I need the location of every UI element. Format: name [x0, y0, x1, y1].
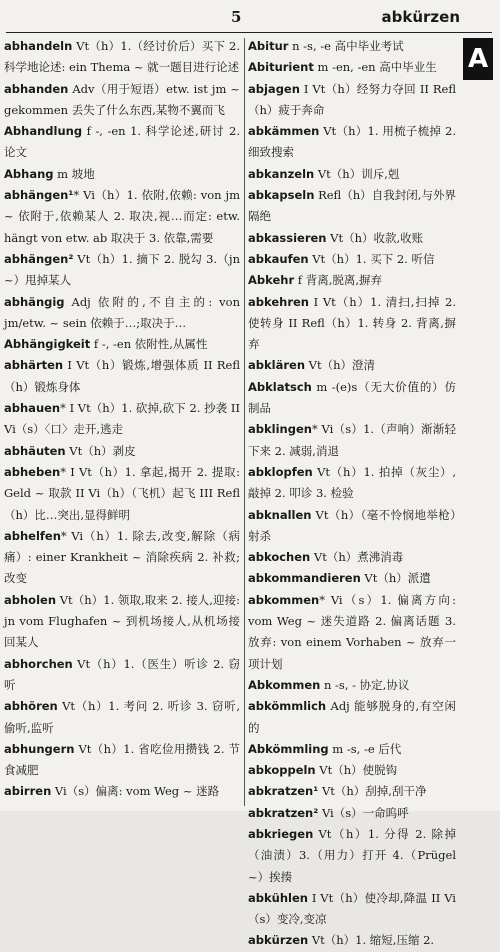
entry-definition: Vt（h）1. 分得 2. 除掉（油渍）3.（用力）打开 4.（Prügel ~）挨揍 [248, 826, 456, 884]
page-number: 5 [231, 8, 242, 26]
entry-definition: * I Vt（h）1. 拿起,揭开 2. 提取: Geld ~ 取款 II Vi（h）（飞机）起飞 III Refl（h）比…突出,显得鲜明 [4, 464, 240, 522]
entry-headword: abkanzeln [248, 166, 315, 181]
entry-headword: abhauen [4, 401, 61, 416]
dictionary-entry [248, 505, 456, 548]
entry-headword: abklingen [248, 422, 312, 437]
entry-definition: f -, -en 1. 科学论述,研讨 2. 论文 [4, 124, 240, 160]
right-column [248, 36, 456, 952]
entry-headword: abjagen [248, 81, 300, 96]
dictionary-entry [4, 398, 240, 441]
entry-headword: abhandeln [4, 39, 73, 53]
entry-definition: Vt（h）派遣 [360, 571, 431, 586]
entry-headword: abkürzen [248, 933, 309, 948]
entry-headword: abkommen [248, 592, 320, 607]
dictionary-entry [248, 36, 456, 57]
dictionary-entry [4, 185, 240, 249]
entry-definition: Vt（h）1. 用梳子梳掉 2. 细致搜索 [248, 124, 456, 160]
dictionary-entry [4, 249, 240, 292]
dictionary-entry [248, 568, 456, 589]
dictionary-entry [248, 292, 456, 356]
entry-headword: abkömmlich [248, 699, 327, 714]
entry-headword: abkriegen [248, 826, 314, 841]
column-divider [244, 38, 245, 806]
entry-definition: Vi（s）一命呜呼 [318, 805, 409, 820]
entry-definition: * Vi（s）1.（声响）渐渐轻下来 2. 减弱,消退 [248, 422, 456, 458]
entry-definition: * Vi（h）1. 依附,依赖: von jm ~ 依附于,依赖某人 2. 取决,视…而定: etw. hängt von etw. ab 取决于 3. 依靠,需要 [4, 188, 240, 245]
entry-headword: abhanden [4, 81, 69, 96]
entry-headword: Abkommen [248, 677, 321, 692]
dictionary-entry [248, 355, 456, 376]
entry-definition: Vt（h）1. 摘下 2. 脱勾 3.（jn ~）甩掉某人 [4, 251, 240, 288]
dictionary-entry [248, 824, 456, 888]
dictionary-entry [248, 696, 456, 739]
entry-definition: n -s, - 协定,协议 [320, 677, 410, 692]
dictionary-entry [4, 334, 240, 355]
dictionary-entry [248, 270, 456, 291]
entry-headword: abkühlen [248, 890, 308, 905]
entry-definition: Vt（h）1. 领取,取来 2. 接人,迎接: jn vom Flughafen ~ 到机场接人,从机场接回某人 [4, 592, 240, 650]
entry-headword: abhängen¹ [4, 188, 74, 203]
entry-headword: abkochen [248, 550, 311, 565]
entry-definition: m -s, -e 后代 [328, 741, 402, 756]
dictionary-entry [4, 696, 240, 739]
dictionary-entry [248, 781, 456, 802]
entry-headword: abhäuten [4, 443, 66, 458]
entry-definition: Vt（h）1.（经讨价后）买下 2. 科学地论述: ein Thema ~ 就一题目进行论述 [4, 39, 240, 75]
dictionary-entry [248, 121, 456, 164]
entry-headword: abhelfen [4, 528, 61, 543]
dictionary-entry [4, 781, 240, 802]
entry-definition: m 坡地 [53, 166, 95, 181]
entry-definition: Vt（h）1. 买下 2. 听信 [308, 251, 435, 266]
dictionary-entry [248, 930, 456, 951]
entry-headword: abkämmen [248, 124, 320, 139]
entry-headword: abhorchen [4, 656, 73, 671]
entry-definition: Vt（h）（毫不怜悯地举枪）射杀 [248, 507, 456, 543]
dictionary-entry [4, 654, 240, 697]
header-rule [6, 32, 492, 33]
dictionary-entry [4, 121, 240, 164]
entry-definition: Vt（h）收款,收账 [326, 230, 424, 245]
entry-definition: Vi（s）偏离: vom Weg ~ 迷路 [51, 784, 220, 799]
entry-definition: Adj 能够脱身的,有空闲的 [248, 699, 456, 735]
entry-definition: f 背离,脱离,摒弃 [294, 273, 383, 288]
entry-headword: Abhandlung [4, 124, 83, 139]
entry-headword: abkommandieren [248, 571, 361, 586]
entry-definition: Vt（h）1. 省吃俭用攒钱 2. 节食减肥 [4, 741, 240, 778]
entry-definition: I Vt（h）使冷却,降温 II Vi（s）变冷,变凉 [248, 890, 456, 927]
dictionary-entry [4, 164, 240, 185]
entry-definition: m -(e)s（无大价值的）仿制品 [248, 379, 456, 416]
page-header [0, 0, 500, 34]
entry-headword: abhungern [4, 741, 75, 756]
entry-headword: abkehren [248, 294, 309, 309]
dictionary-entry [248, 377, 456, 420]
entry-definition: I Vt（h）1. 清扫,扫掉 2. 使转身 II Refl（h）1. 转身 2. 背离,摒弃 [248, 294, 456, 352]
entry-headword: abkratzen² [248, 805, 319, 820]
running-head: abkürzen [381, 8, 460, 26]
entry-headword: Abiturient [248, 60, 314, 75]
entry-definition: f -, -en 依附性,从属性 [90, 337, 208, 352]
entry-definition: * Vi（h）1. 除去,改变,解除（病痛）: einer Krankheit ~ 消除疾病 2. 补救;改变 [4, 528, 240, 586]
entry-headword: abirren [4, 784, 52, 799]
entry-definition: Vt（h）1. 考问 2. 听诊 3. 窃听,偷听,监听 [4, 699, 240, 735]
dictionary-entry [4, 292, 240, 335]
dictionary-entry [248, 57, 456, 78]
entry-definition: m -en, -en 高中毕业生 [313, 60, 437, 75]
entry-headword: Abkehr [248, 273, 295, 288]
entry-definition: I Vt（h）经努力夺回 II Refl（h）疲于奔命 [248, 81, 456, 117]
dictionary-entry [248, 675, 456, 696]
entry-headword: Abklatsch [248, 379, 312, 394]
entry-headword: Abhang [4, 166, 54, 181]
dictionary-entry [4, 36, 240, 79]
dictionary-entry [248, 590, 456, 675]
entry-definition: Vt（h）1. 缩短,压缩 2. [308, 933, 435, 948]
entry-definition: Vt（h）1. 拍掉（灰尘）,敲掉 2. 叩诊 3. 检验 [248, 464, 456, 501]
entry-definition: I Vt（h）锻炼,增强体质 II Refl（h）锻炼身体 [4, 358, 240, 394]
entry-headword: abklopfen [248, 464, 313, 479]
dictionary-entry [4, 79, 240, 122]
entry-headword: Abitur [248, 39, 289, 53]
dictionary-entry [248, 462, 456, 505]
entry-definition: Adj 依附的,不自主的: von jm/etw. ~ sein 依赖于…;取决于… [4, 294, 240, 330]
dictionary-entry [4, 739, 240, 782]
dictionary-entry [4, 441, 240, 462]
entry-headword: abhören [4, 699, 58, 714]
entry-headword: abhärten [4, 358, 64, 373]
entry-definition: * Vi（s）1. 偏离方向: vom Weg ~ 迷失道路 2. 偏离话题 3. 放弃: von einem Vorhaben ~ 放弃一项计划 [248, 592, 456, 671]
dictionary-entry [248, 249, 456, 270]
letter-tab: A [463, 38, 493, 80]
entry-definition: Vt（h）1.（医生）听诊 2. 窃听 [4, 656, 240, 692]
dictionary-entry [248, 185, 456, 228]
entry-definition: * I Vt（h）1. 砍掉,砍下 2. 抄袭 II Vi（s）〈口〉走开,逃走 [4, 401, 240, 437]
entry-definition: Vt（h）使脱钩 [315, 763, 398, 778]
entry-headword: abholen [4, 592, 57, 607]
entry-headword: abkratzen¹ [248, 784, 319, 799]
dictionary-entry [4, 590, 240, 654]
entry-definition: Vt（h）训斥,剋 [314, 166, 400, 181]
entry-headword: abkassieren [248, 230, 327, 245]
entry-headword: abkoppeln [248, 763, 316, 778]
entry-headword: abknallen [248, 507, 312, 522]
entry-headword: Abhängigkeit [4, 337, 91, 352]
entry-definition: Vt（h）澄清 [305, 358, 376, 373]
dictionary-entry [248, 228, 456, 249]
dictionary-entry [248, 888, 456, 931]
entry-headword: abhängig [4, 294, 65, 309]
entry-headword: Abkömmling [248, 741, 329, 756]
dictionary-entry [248, 803, 456, 824]
entry-headword: abhängen² [4, 251, 74, 266]
entry-headword: abkapseln [248, 188, 315, 203]
entry-definition: Vt（h）剥皮 [65, 443, 136, 458]
dictionary-entry [4, 462, 240, 526]
entry-headword: abklären [248, 358, 306, 373]
dictionary-entry [248, 739, 456, 760]
dictionary-entry [4, 355, 240, 398]
entry-definition: Refl（h）自我封闭,与外界隔绝 [248, 188, 456, 224]
dictionary-entry [4, 526, 240, 590]
entry-definition: Vt（h）煮沸消毒 [310, 550, 404, 565]
entry-definition: n -s, -e 高中毕业考试 [288, 39, 404, 53]
dictionary-entry [248, 164, 456, 185]
dictionary-entry [248, 760, 456, 781]
entry-definition: Adv（用于短语）etw. ist jm ~ gekommen 丢失了什么东西,某物不翼而飞 [4, 81, 240, 117]
entry-definition: Vt（h）刮掉,刮干净 [318, 784, 427, 799]
left-column [4, 36, 240, 803]
entry-headword: abheben [4, 464, 61, 479]
dictionary-entry [248, 547, 456, 568]
dictionary-entry [248, 419, 456, 462]
dictionary-entry [248, 79, 456, 122]
entry-headword: abkaufen [248, 251, 309, 266]
